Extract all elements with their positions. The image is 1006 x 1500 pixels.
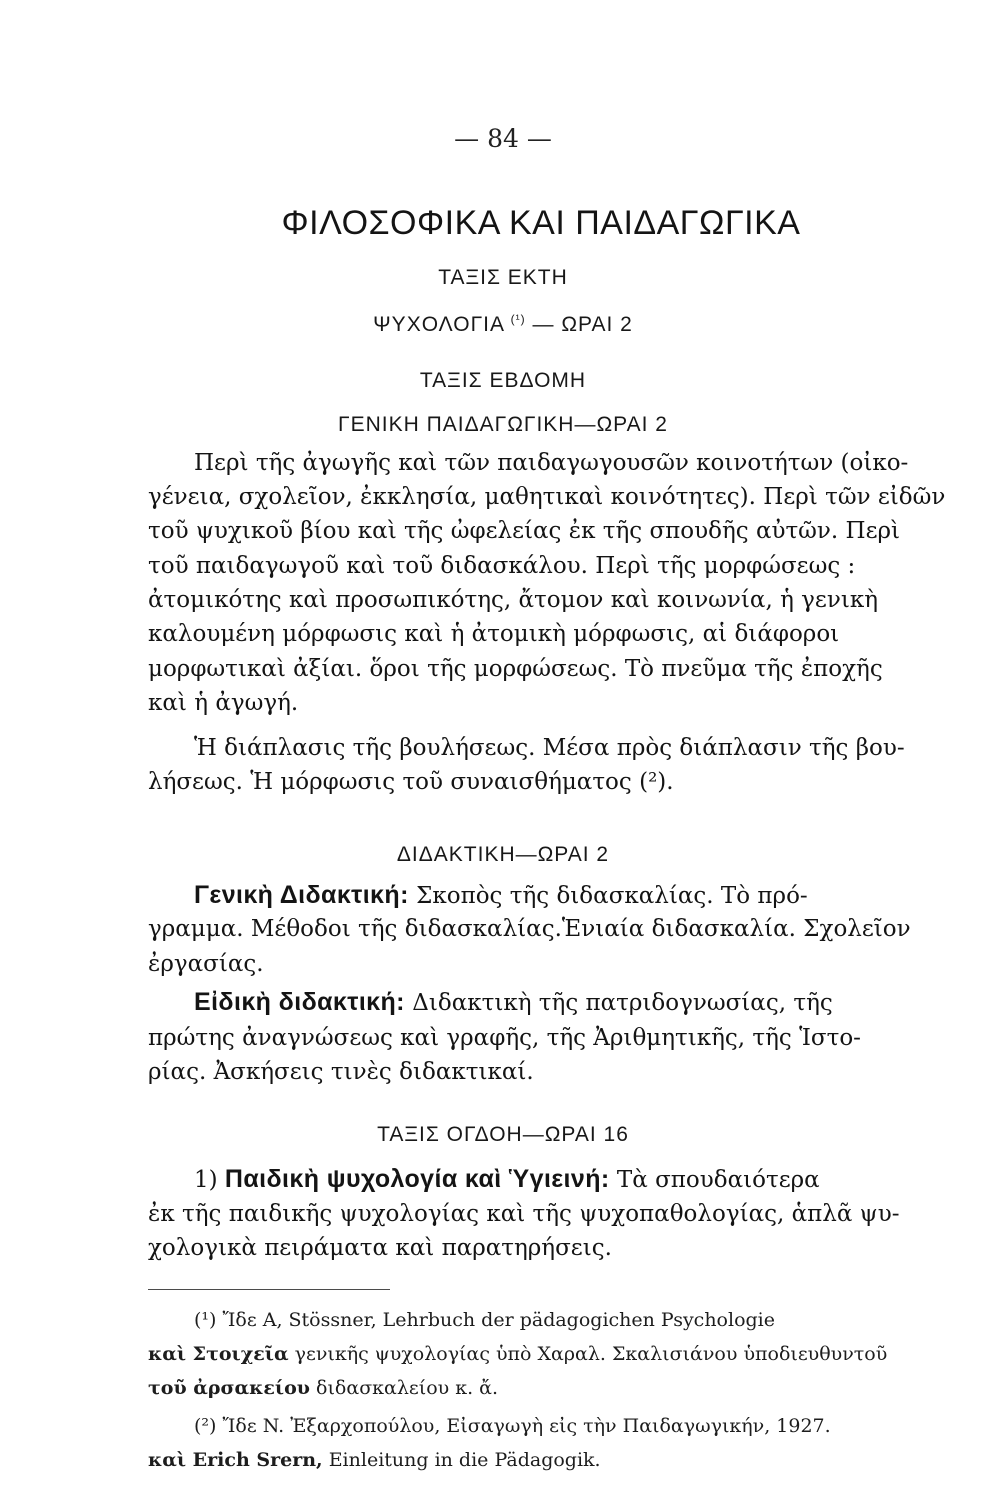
paragraph-line: ρίας. Ἀσκήσεις τινὲς διδακτικαί. xyxy=(148,1059,534,1085)
child-psychology-line xyxy=(194,1162,963,1197)
special-didactics-label: Εἰδικὴ διδακτική: xyxy=(194,988,405,1016)
sixth-class-subject xyxy=(0,312,1006,337)
footnote-2-text: Einleitung in die Pädagogik. xyxy=(328,1449,601,1471)
page-number: — 84 — xyxy=(454,124,552,153)
sixth-class-heading: ΤΑΞΙΣ ΕΚΤΗ xyxy=(438,266,568,289)
footnote-1-text: γενικῆς ψυχολογίας ὑπὸ Χαραλ. Σκαλισιάνου ὑποδιευθυντοῦ xyxy=(294,1343,888,1365)
footnote-1-text: Ἴδε A, Stössner, Lehrbuch der pädagogichen Psychologie xyxy=(222,1309,775,1331)
footnote-1-line xyxy=(194,1303,963,1337)
paragraph-line: τοῦ ψυχικοῦ βίου καὶ τῆς ὠφελείας ἐκ τῆς σπουδῆς αὐτῶν. Περὶ xyxy=(148,518,901,544)
paragraph-line: γραμμα. Μέθοδοι τῆς διδασκαλίας.Ἑνιαία διδασκαλία. Σχολεῖον xyxy=(148,916,911,942)
paragraph-line: καλουμένη μόρφωσις καὶ ἡ ἀτομικὴ μόρφωσις, αἱ διάφοροι xyxy=(148,621,840,647)
general-didactics-text: Σκοπὸς τῆς διδασκαλίας. Τὸ πρό- xyxy=(416,883,808,909)
footnote-2-text: Ἴδε N. Ἐξαρχοπούλου, Εἰσαγωγὴ εἰς τὴν Παιδαγωγικήν, 1927. xyxy=(222,1415,831,1437)
eighth-class-heading: ΤΑΞΙΣ ΟΓΔΟΗ—ΩΡΑΙ 16 xyxy=(377,1123,629,1146)
paragraph-line: ἀτομικότης καὶ προσωπικότης, ἄτομον καὶ κοινωνία, ἡ γενικὴ xyxy=(148,587,878,613)
footnote-reference-1: (¹) xyxy=(510,312,526,326)
footnote-2-line xyxy=(148,1443,963,1477)
paragraph-line: μορφωτικαὶ ἀξίαι. ὅροι τῆς μορφώσεως. Τὸ πνεῦμα τῆς ἐποχῆς xyxy=(148,656,883,682)
didactics-heading: ΔΙΔΑΚΤΙΚΗ—ΩΡΑΙ 2 xyxy=(396,843,610,866)
footnote-1-bold: τοῦ ἀρσακείου xyxy=(148,1377,310,1399)
paragraph-line xyxy=(148,765,963,799)
paragraph-line: ἐκ τῆς παιδικῆς ψυχολογίας καὶ τῆς ψυχοπαθολογίας, ἁπλᾶ ψυ- xyxy=(148,1201,900,1227)
footnote-2-line xyxy=(194,1409,963,1443)
footnote-1-text: διδασκαλείου κ. ἄ. xyxy=(316,1377,499,1399)
general-didactics-line xyxy=(194,878,963,913)
child-psychology-label: Παιδικὴ ψυχολογία καὶ Ὑγιεινή: xyxy=(224,1165,610,1193)
paragraph-line: Περὶ τῆς ἀγωγῆς καὶ τῶν παιδαγωγουσῶν κοινοτήτων (οἰκο- xyxy=(194,450,909,476)
footnote-divider xyxy=(148,1289,390,1290)
paragraph-text: λήσεως. Ἡ μόρφωσις τοῦ συναισθήματος xyxy=(148,769,632,795)
paragraph-line: καὶ ἡ ἀγωγή. xyxy=(148,690,299,716)
general-pedagogy-heading: ΓΕΝΙΚΗ ΠΑΙΔΑΓΩΓΙΚΗ—ΩΡΑΙ 2 xyxy=(338,413,668,436)
sixth-class-subject-label: ΨΥΧΟΛΟΓΙΑ xyxy=(373,313,504,336)
item-number: 1) xyxy=(194,1167,218,1193)
footnote-1-line xyxy=(148,1337,963,1371)
child-psychology-text: Τὰ σπουδαιότερα xyxy=(616,1167,820,1193)
special-didactics-line xyxy=(194,985,963,1020)
footnote-1-bold: καὶ Στοιχεῖα xyxy=(148,1343,289,1365)
footnote-2-bold: καὶ Erich Srern, xyxy=(148,1449,323,1471)
paragraph-line: Ἡ διάπλασις τῆς βουλήσεως. Μέσα πρὸς διάπλασιν τῆς βου- xyxy=(194,735,905,761)
paragraph-line: γένεια, σχολεῖον, ἐκκλησία, μαθητικαὶ κοινότητες). Περὶ τῶν εἰδῶν xyxy=(148,484,946,510)
special-didactics-text: Διδακτικὴ τῆς πατριδογνωσίας, τῆς xyxy=(412,990,833,1016)
seventh-class-heading: ΤΑΞΙΣ ΕΒΔΟΜΗ xyxy=(419,369,587,392)
footnote-1-marker: (¹) xyxy=(194,1309,217,1331)
footnote-1-line xyxy=(148,1371,963,1405)
paragraph-line: πρώτης ἀναγνώσεως καὶ γραφῆς, τῆς Ἀριθμητικῆς, τῆς Ἱστο- xyxy=(148,1025,861,1051)
paragraph-line: τοῦ παιδαγωγοῦ καὶ τοῦ διδασκάλου. Περὶ τῆς μορφώσεως : xyxy=(148,553,856,579)
page-title: ΦΙΛΟΣΟΦΙΚΑ ΚΑΙ ΠΑΙΔΑΓΩΓΙΚΑ xyxy=(281,204,801,242)
sixth-class-hours: — ΩΡΑΙ 2 xyxy=(532,313,633,336)
paragraph-line: χολογικὰ πειράματα καὶ παρατηρήσεις. xyxy=(148,1235,612,1261)
general-didactics-label: Γενικὴ Διδακτική: xyxy=(194,881,409,909)
footnote-2-marker: (²) xyxy=(194,1415,217,1437)
footnote-reference-2: (²). xyxy=(639,769,674,795)
paragraph-line: ἐργασίας. xyxy=(148,951,264,977)
